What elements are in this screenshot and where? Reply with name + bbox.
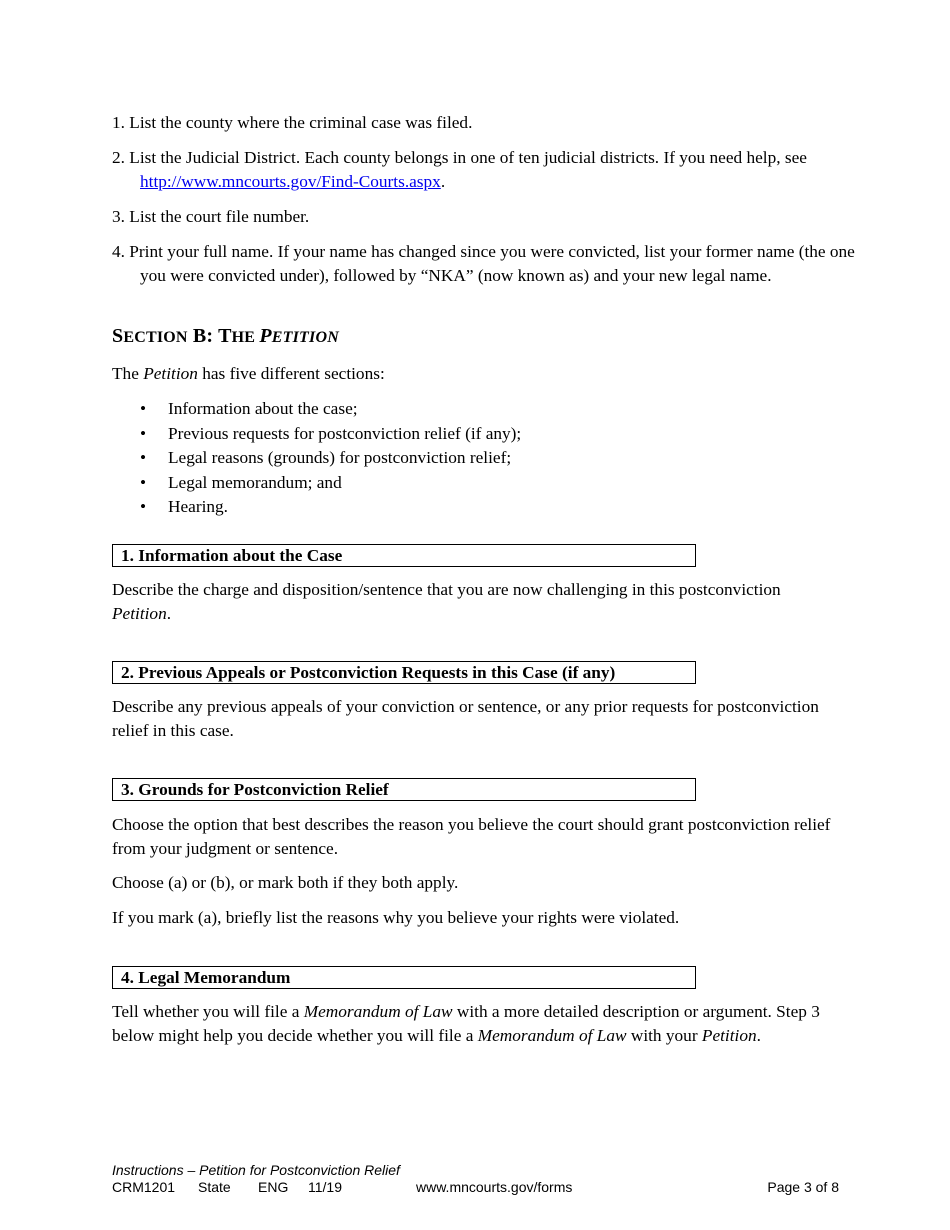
box-heading-grounds: 3. Grounds for Postconviction Relief xyxy=(112,778,696,801)
footer-form-number: CRM1201 xyxy=(112,1179,176,1195)
petition-sections-list xyxy=(112,397,521,520)
instruction-item-4: 4. Print your full name. If your name has changed since you were convicted, list your former name (the one you were convicted under), followed by “NKA” (now known as) and your new legal name. xyxy=(112,242,855,285)
list-item: • Information about the case; xyxy=(112,397,521,422)
footer-jurisdiction: State xyxy=(198,1179,231,1195)
previous-appeals-description: Describe any previous appeals of your conviction or sentence, or any prior requests for postconviction relief in this case. xyxy=(112,697,819,740)
page-footer xyxy=(112,1162,839,1196)
box-heading-previous-appeals: 2. Previous Appeals or Postconviction Requests in this Case (if any) xyxy=(112,661,696,684)
footer-url[interactable]: www.mncourts.gov/forms xyxy=(416,1179,573,1195)
list-item: • Legal memorandum; and xyxy=(112,471,521,496)
bullet-icon: • xyxy=(140,423,147,443)
information-description: Describe the charge and disposition/sentence that you are now challenging in this postconviction Petition. xyxy=(112,580,781,623)
box-heading-information: 1. Information about the Case xyxy=(112,544,696,567)
footer-page-number: Page 3 of 8 xyxy=(767,1179,839,1195)
section-b-heading: SECTION B: THE PETITION xyxy=(112,325,339,347)
box-heading-legal-memorandum: 4. Legal Memorandum xyxy=(112,966,696,989)
bullet-icon: • xyxy=(140,448,147,468)
grounds-description-1: Choose the option that best describes the reason you believe the court should grant postconviction relief from your judgment or sentence. xyxy=(112,815,831,858)
list-item: • Legal reasons (grounds) for postconviction relief; xyxy=(112,446,521,471)
bullet-icon: • xyxy=(140,399,147,418)
find-courts-link[interactable]: http://www.mncourts.gov/Find-Courts.aspx xyxy=(140,171,441,191)
list-item: • Hearing. xyxy=(112,495,521,520)
section-b-intro: The Petition has five different sections: xyxy=(112,364,385,383)
legal-memorandum-description: Tell whether you will file a Memorandum of Law with a more detailed description or argument. Step 3 below might help you decide whether you will file a Memorandum of Law with your Petition. xyxy=(112,1002,820,1045)
list-item: • Previous requests for postconviction relief (if any); xyxy=(112,422,521,447)
grounds-description-2: Choose (a) or (b), or mark both if they both apply. xyxy=(112,873,459,892)
grounds-description-3: If you mark (a), briefly list the reasons why you believe your rights were violated. xyxy=(112,908,680,927)
instruction-item-1: 1. List the county where the criminal case was filed. xyxy=(112,113,473,132)
footer-meta-row xyxy=(112,1179,839,1196)
instruction-item-2-text: 2. List the Judicial District. Each county belongs in one of ten judicial districts. If you need help, see xyxy=(112,148,807,167)
instruction-item-3: 3. List the court file number. xyxy=(112,207,310,226)
footer-title: Instructions – Petition for Postconviction Relief xyxy=(112,1162,400,1178)
instruction-item-2 xyxy=(112,146,870,193)
instruction-item-2-end: . xyxy=(440,171,446,191)
footer-date: 11/19 xyxy=(308,1179,342,1195)
bullet-icon: • xyxy=(140,497,147,517)
bullet-icon: • xyxy=(140,472,147,492)
footer-language: ENG xyxy=(258,1179,289,1195)
